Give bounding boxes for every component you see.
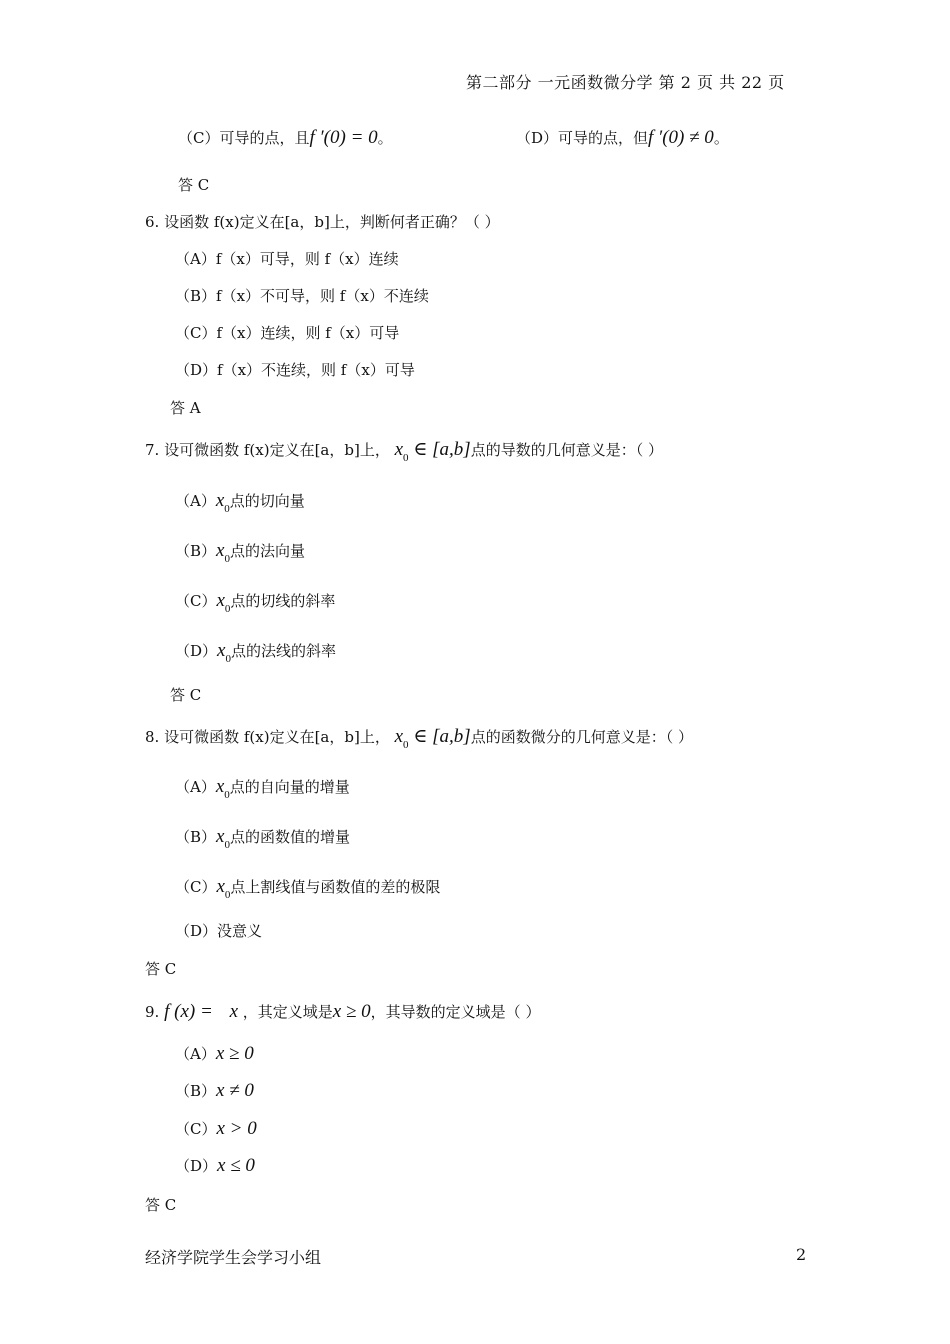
q7-option-d [175,641,336,663]
q9-domain: x ≥ 0 [332,1001,371,1022]
q7-option-c-x: x [216,590,225,611]
q7-option-a-sub: 0 [224,503,230,515]
q9-option-b-label: （B） [175,1082,217,1100]
q9-option-d-math: x ≤ 0 [217,1155,255,1176]
q9-func-arg: x [229,1001,238,1022]
q9-answer: 答 C [145,1196,177,1214]
q8-option-b-label: （B） [175,828,217,846]
q7-stem-suffix: 点的导数的几何意义是：（ ） [470,441,663,459]
q7-stem-prefix: 7. 设可微函数 f(x)定义在[a，b]上， [145,441,390,459]
q9-func: f (x) = [164,1001,213,1022]
q5-option-c-math: f ′(0) = 0 [309,127,378,148]
q5-option-d-suffix: 。 [713,129,729,147]
footer-page-number: 2 [796,1245,807,1264]
q8-option-c-sub: 0 [224,889,231,901]
q8-option-b-sub: 0 [224,839,230,851]
q8-option-c-label: （C） [175,878,217,896]
footer-org: 经济学院学生会学习小组 [145,1248,322,1267]
q9-option-b [175,1081,254,1101]
q9-option-c-math: x > 0 [216,1118,257,1139]
q8-option-a-text: 点的自向量的增量 [229,778,350,796]
q7-option-c-sub: 0 [224,603,231,615]
q7-option-c [175,591,335,613]
q9-option-a-label: （A） [175,1045,216,1063]
q8-option-d: （D）没意义 [175,922,263,940]
q7-stem-x: x [394,439,404,460]
q9-option-c [175,1119,257,1139]
q5-option-d [516,128,729,148]
q7-stem-math: ∈ [a,b] [413,439,471,460]
q8-answer: 答 C [145,960,177,978]
q7-option-b [175,541,305,563]
q9-option-d-label: （D） [175,1157,218,1175]
q7-answer: 答 C [170,686,202,704]
q8-option-a-label: （A） [175,778,216,796]
q7-option-b-x: x [216,540,225,561]
q7-option-a-text: 点的切向量 [229,492,305,510]
q6-option-d: （D）f（x）不连续，则 f（x）可导 [175,361,415,379]
q8-option-c-text: 点上割线值与函数值的差的极限 [230,878,441,896]
q6-option-c: （C）f（x）连续，则 f（x）可导 [175,324,400,342]
q9-option-c-label: （C） [175,1120,217,1138]
q9-option-a-math: x ≥ 0 [215,1043,254,1064]
q7-option-b-sub: 0 [224,553,230,565]
q5-option-c [178,128,393,148]
q7-stem-sub: 0 [403,452,409,464]
q8-option-a-x: x [215,776,225,797]
page-header: 第二部分 一元函数微分学 第 2 页 共 22 页 [466,73,785,92]
q8-stem-math: ∈ [a,b] [413,726,471,747]
q7-option-b-label: （B） [175,542,217,560]
q5-option-d-math: f ′(0) ≠ 0 [648,127,714,148]
q5-option-c-suffix: 。 [377,129,393,147]
q8-option-c-x: x [216,876,225,897]
q7-option-a-x: x [215,490,225,511]
q9-mid: ，其定义域是 [242,1003,333,1021]
q5-option-d-text: （D）可导的点，但 [516,129,649,147]
q9-option-a [175,1044,254,1064]
q8-option-a-sub: 0 [224,789,230,801]
q8-option-c [175,877,440,899]
q7-option-d-x: x [217,640,226,661]
q8-stem [145,727,693,749]
q6-option-a: （A）f（x）可导，则 f（x）连续 [175,250,399,268]
q8-option-b-x: x [216,826,225,847]
q7-option-a-label: （A） [175,492,216,510]
q7-option-c-text: 点的切线的斜率 [230,592,336,610]
q9-number: 9. [145,1003,160,1021]
q7-option-b-text: 点的法向量 [229,542,305,560]
q8-option-b [175,827,350,849]
q9-stem [145,1002,540,1022]
q9-option-d [175,1156,255,1176]
q9-suffix: ，其导数的定义域是（ ） [370,1003,541,1021]
q8-stem-sub: 0 [403,739,409,751]
q5-option-c-text: （C）可导的点，且 [178,129,310,147]
q6-answer: 答 A [170,399,201,417]
q8-option-a [175,777,350,799]
q8-option-b-text: 点的函数值的增量 [229,828,350,846]
q7-option-d-sub: 0 [225,653,231,665]
q7-option-c-label: （C） [175,592,217,610]
q5-answer: 答 C [178,176,210,194]
q7-option-a [175,491,305,513]
q8-stem-prefix: 8. 设可微函数 f(x)定义在[a，b]上， [145,728,390,746]
q9-option-b-math: x ≠ 0 [216,1080,254,1101]
q7-stem [145,440,663,462]
q7-option-d-label: （D） [175,642,218,660]
q7-option-d-text: 点的法线的斜率 [230,642,336,660]
q8-stem-suffix: 点的函数微分的几何意义是：（ ） [470,728,693,746]
q8-stem-x: x [394,726,404,747]
q6-option-b: （B）f（x）不可导，则 f（x）不连续 [175,287,429,305]
q6-stem: 6. 设函数 f(x)定义在[a，b]上，判断何者正确？（ ） [145,213,500,231]
